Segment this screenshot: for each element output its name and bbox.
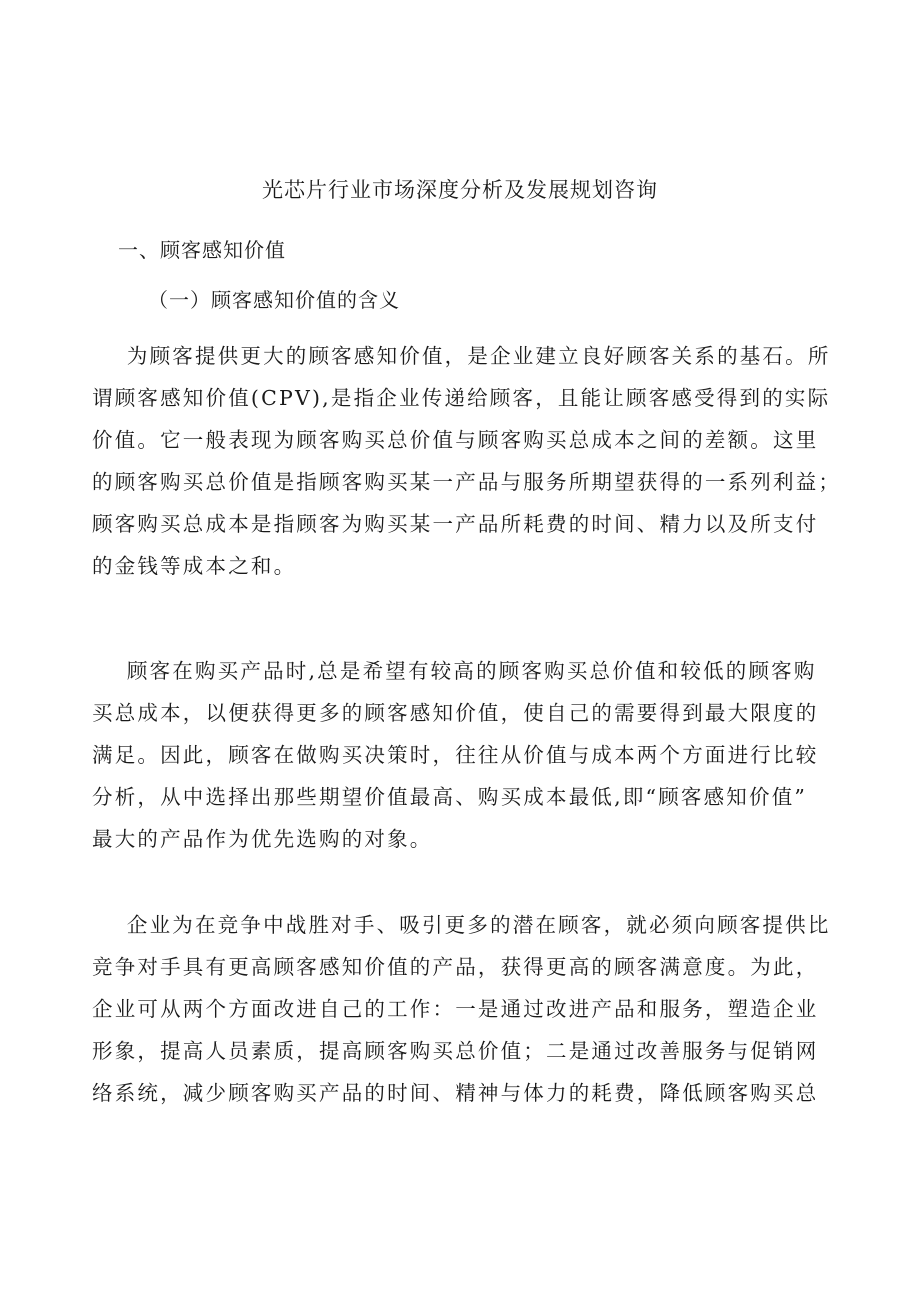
section-heading: 一、顾客感知价值 — [118, 238, 286, 262]
subsection-heading: （一）顾客感知价值的含义 — [148, 288, 400, 312]
paragraph-line: 的金钱等成本之和。 — [92, 554, 297, 578]
document-title: 光芯片行业市场深度分析及发展规划咨询 — [262, 178, 658, 202]
paragraph-line: 形象，提高人员素质，提高顾客购买总价值；二是通过改善服务与促销网 — [92, 1039, 819, 1063]
paragraph-line: 企业为在竞争中战胜对手、吸引更多的潜在顾客，就必须向顾客提供比 — [92, 913, 831, 937]
paragraph-line: 竞争对手具有更高顾客感知价值的产品，获得更高的顾客满意度。为此， — [92, 955, 819, 979]
paragraph-2 — [92, 650, 844, 860]
paragraph-1 — [92, 335, 844, 587]
paragraph-line: 满足。因此，顾客在做购买决策时，往往从价值与成本两个方面进行比较 — [92, 743, 819, 767]
paragraph-line: 企业可从两个方面改进自己的工作：一是通过改进产品和服务，塑造企业 — [92, 997, 819, 1021]
paragraph-line: 的顾客购买总价值是指顾客购买某一产品与服务所期望获得的一系列利益； — [92, 470, 842, 494]
paragraph-line: 顾客购买总成本是指顾客为购买某一产品所耗费的时间、精力以及所支付 — [92, 512, 819, 536]
paragraph-line: 络系统，减少顾客购买产品的时间、精神与体力的耗费，降低顾客购买总 — [92, 1081, 819, 1105]
paragraph-line: 价值。它一般表现为顾客购买总价值与顾客购买总成本之间的差额。这里 — [92, 428, 819, 452]
paragraph-line: 分析，从中选择出那些期望价值最高、购买成本最低,即“顾客感知价值” — [92, 785, 808, 809]
paragraph-3 — [92, 904, 844, 1114]
paragraph-line: 顾客在购买产品时,总是希望有较高的顾客购买总价值和较低的顾客购 — [92, 659, 817, 683]
paragraph-line: 谓顾客感知价值(CPV),是指企业传递给顾客，且能让顾客感受得到的实际 — [92, 386, 831, 410]
paragraph-line: 买总成本，以便获得更多的顾客感知价值，使自己的需要得到最大限度的 — [92, 701, 819, 725]
paragraph-line: 为顾客提供更大的顾客感知价值，是企业建立良好顾客关系的基石。所 — [92, 344, 831, 368]
paragraph-line: 最大的产品作为优先选购的对象。 — [92, 827, 433, 851]
